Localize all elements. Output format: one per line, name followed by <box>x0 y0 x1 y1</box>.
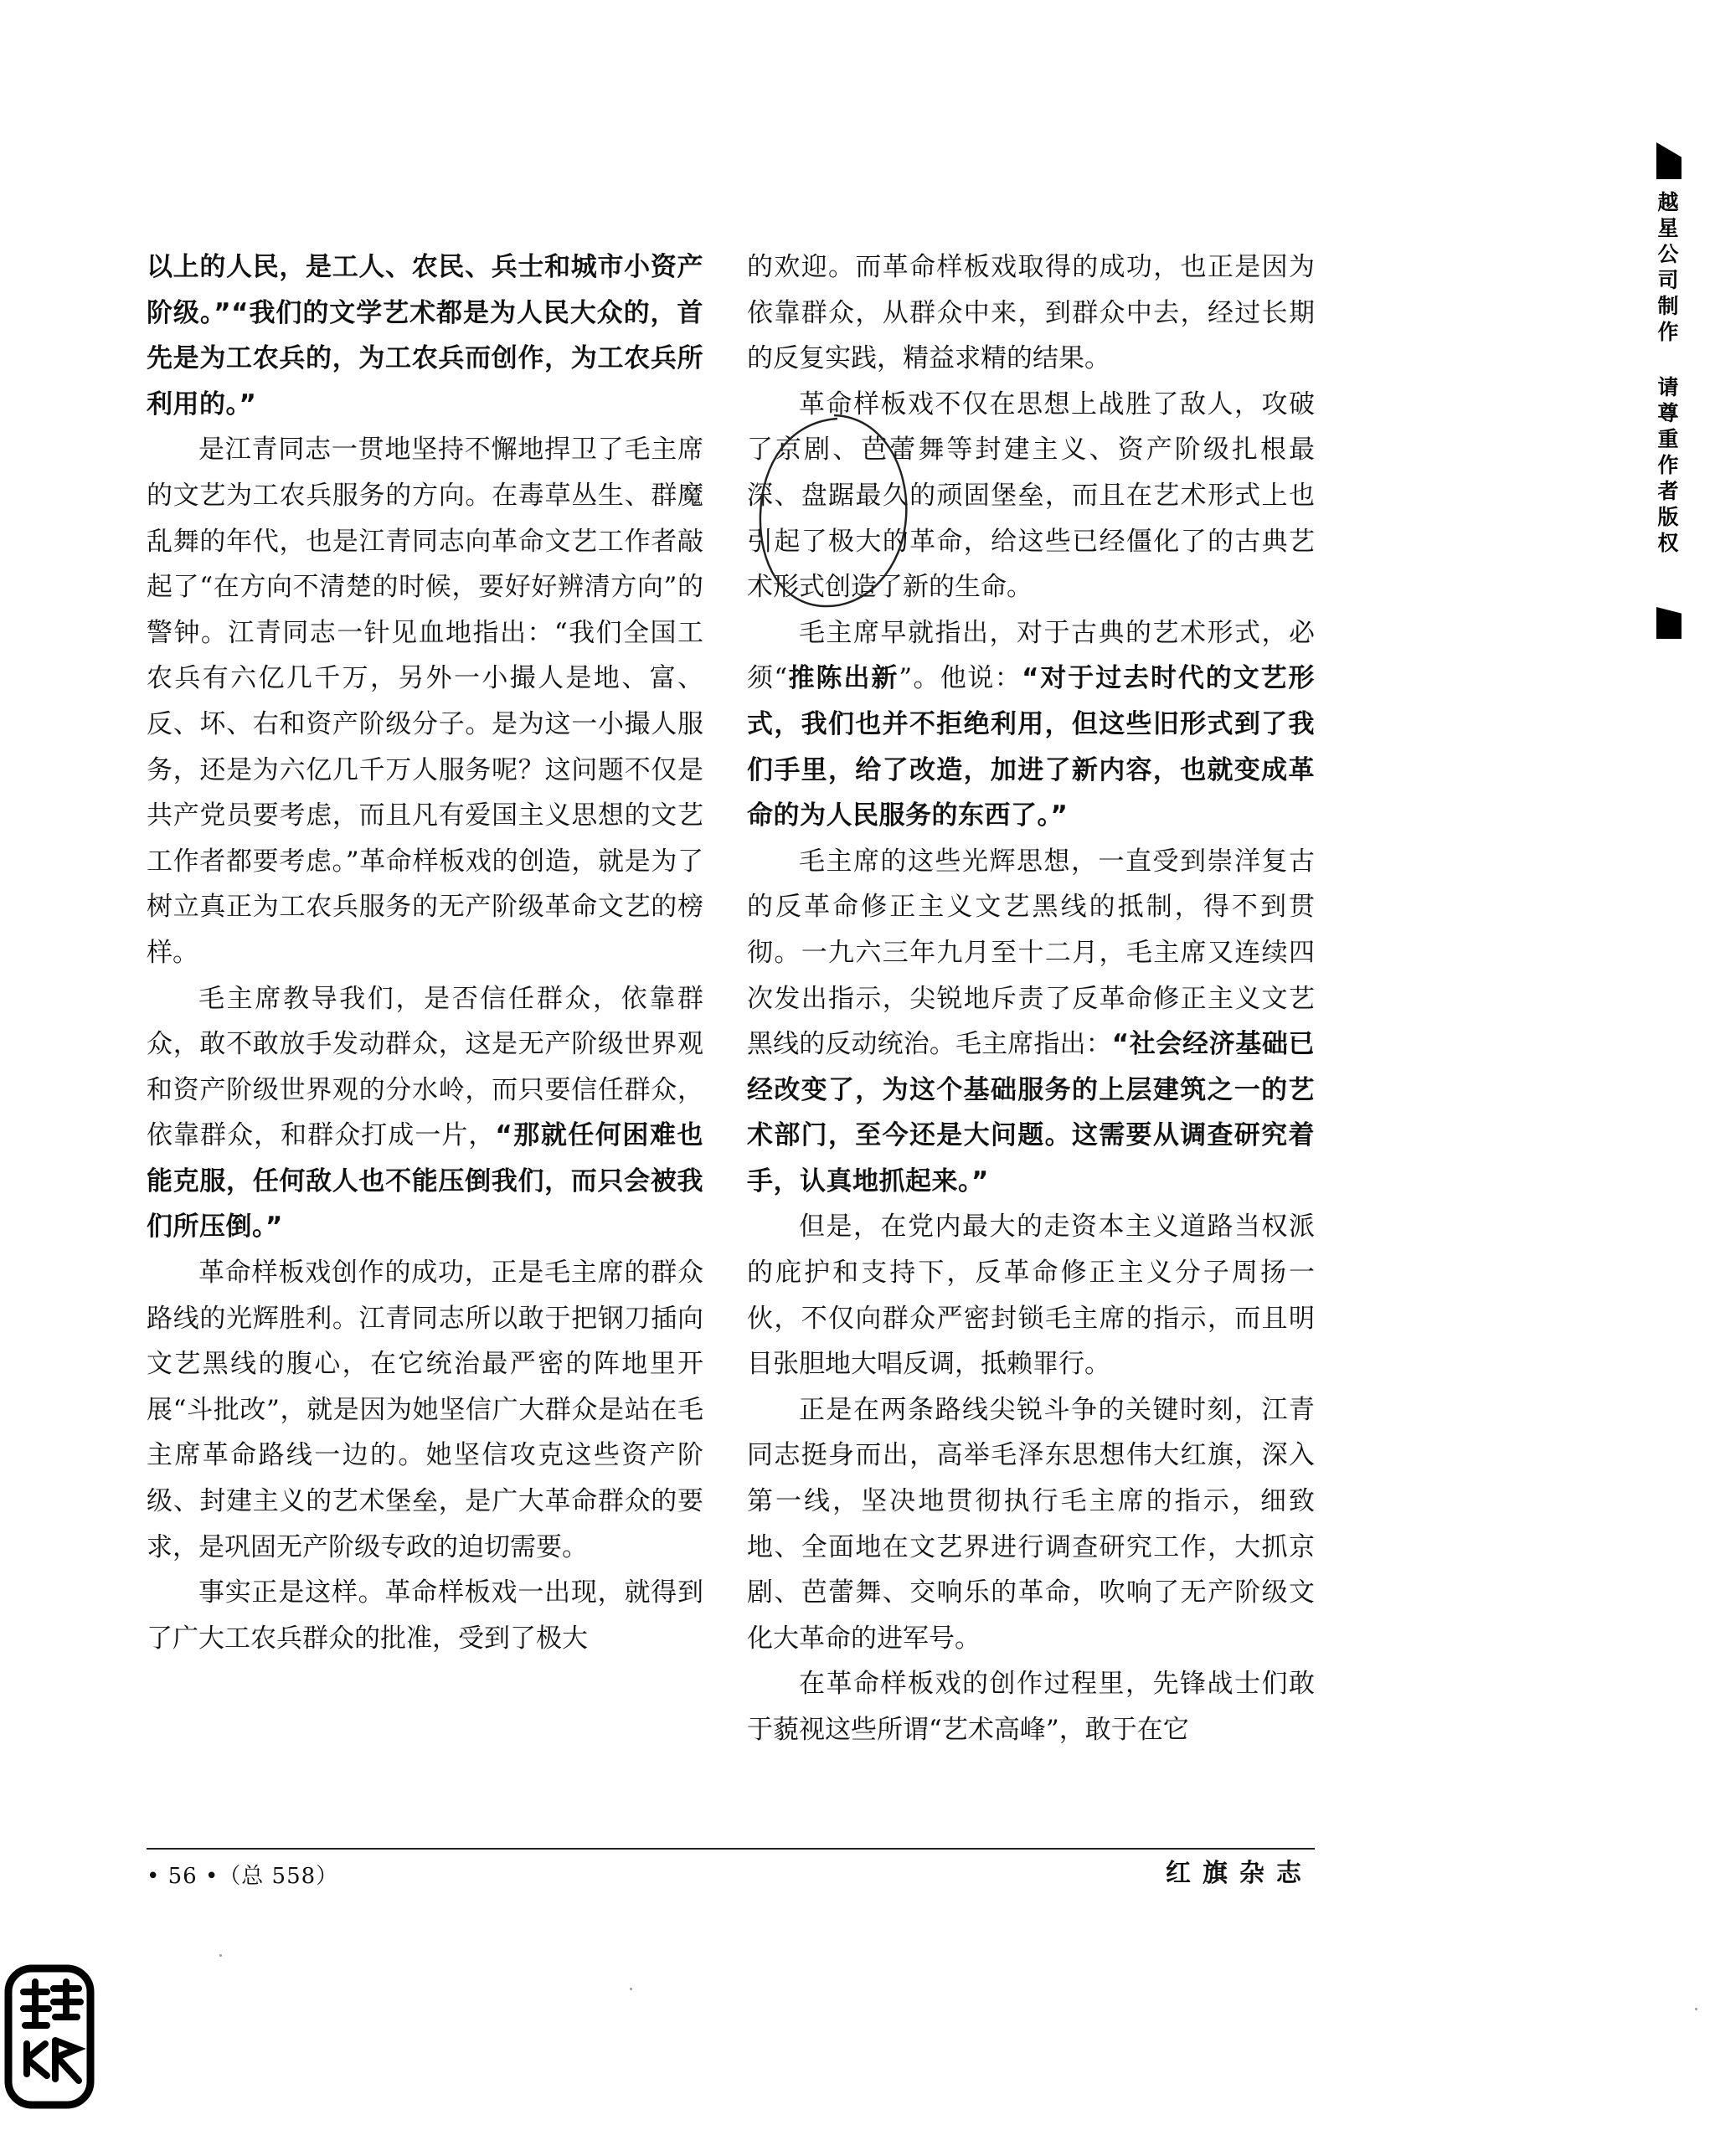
left-paragraph-5: 事实正是这样。革命样板戏一出现，就得到了广大工农兵群众的批准，受到了极大 <box>147 1577 703 1654</box>
side-watermark-text: 越星公司制作 请尊重作者版权 <box>1655 191 1679 558</box>
page-number: • 56 •（总 558） <box>147 1864 339 1889</box>
left-paragraph-3-quote: “那就任何困难也能克服，任何敌人也不能压倒我们，而只会被我们所压倒。” <box>147 1120 703 1243</box>
right-paragraph-3-lead: 毛主席早就指出，对于古典的艺术形式，必须“ <box>747 617 1315 694</box>
right-paragraph-4-quote: “社会经济基础已经改变了，为这个基础服务的上层建筑之一的艺术部门，至今还是大问题。这需要从调查研究着手，认真地抓起来。” <box>747 1029 1315 1196</box>
left-paragraph-3-lead: 毛主席教导我们，是否信任群众，依靠群众，敢不敢放手发动群众，这是无产阶级世界观和资产阶级世界观的分水岭，而只要信任群众，依靠群众，和群众打成一片， <box>147 983 703 1151</box>
left-paragraph-1: 以上的人民，是工人、农民、兵士和城市小资产阶级。”“我们的文学艺术都是为人民大众的，首先是为工农兵的，为工农兵而创作，为工农兵所利用的。” <box>147 252 703 419</box>
right-paragraph-4-lead: 毛主席的这些光辉思想，一直受到崇洋复古的反革命修正主义文艺黑线的抵制，得不到贯彻。一九六三年九月至十二月，毛主席又连续四次发出指示，尖锐地斥责了反革命修正主义文艺黑线的反动统治。毛主席指出： <box>747 846 1315 1060</box>
side-marker-top <box>1656 142 1682 179</box>
right-paragraph-5: 但是，在党内最大的走资本主义道路当权派的庇护和支持下，反革命修正主义分子周扬一伙，不仅向群众严密封锁毛主席的指示，而且明目张胆地大唱反调，抵赖罪行。 <box>747 1212 1315 1380</box>
right-paragraph-3-quote: “对于过去时代的文艺形式，我们也并不拒绝利用，但这些旧形式到了我们手里，给了改造，加进了新内容，也就变成革命的为人民服务的东西了。” <box>747 663 1316 831</box>
right-paragraph-3-term: 推陈出新 <box>787 663 899 694</box>
right-paragraph-3 <box>747 610 1315 839</box>
right-paragraph-6: 正是在两条路线尖锐斗争的关键时刻，江青同志挺身而出，高举毛泽东思想伟大红旗，深入第一线，坚决地贯彻执行毛主席的指示，细致地、全面地在文艺界进行调查研究工作，大抓京剧、芭蕾舞、交响乐的革命，吹响了无产阶级文化大革命的进军号。 <box>747 1394 1315 1654</box>
speck <box>219 1954 222 1957</box>
left-paragraph-2: 是江青同志一贯地坚持不懈地捍卫了毛主席的文艺为工农兵服务的方向。在毒草丛生、群魔乱舞的年代，也是江青同志向革命文艺工作者敲起了“在方向不清楚的时候，要好好辨清方向”的警钟。江青同志一针见血地指出：“我们全国工农兵有六亿几千万，另外一小撮人是地、富、反、坏、右和资产阶级分子。是为这一小撮人服务，还是为六亿几千万人服务呢？这问题不仅是共产党员要考虑，而且凡有爱国主义思想的文艺工作者都要考虑。”革命样板戏的创造，就是为了树立真正为工农兵服务的无产阶级革命文艺的榜样。 <box>147 435 703 968</box>
side-marker-bottom <box>1656 607 1682 639</box>
seal-stamp-icon <box>3 1963 95 2110</box>
left-paragraph-4: 革命样板戏创作的成功，正是毛主席的群众路线的光辉胜利。江青同志所以敢于把钢刀插向文艺黑线的腹心，在它统治最严密的阵地里开展“斗批改”，就是因为她坚信广大群众是站在毛主席革命路线一边的。她坚信攻克这些资产阶级、封建主义的艺术堡垒，是广大革命群众的要求，是巩固无产阶级专政的迫切需要。 <box>147 1258 703 1562</box>
left-column <box>147 244 703 1661</box>
left-paragraph-3 <box>147 976 703 1251</box>
speck <box>1695 2008 1697 2010</box>
footer-rule <box>147 1848 1315 1850</box>
right-paragraph-7: 在革命样板戏的创作过程里，先锋战士们敢于藐视这些所谓“艺术高峰”，敢于在它 <box>747 1669 1315 1745</box>
speck <box>630 1988 632 1990</box>
right-paragraph-3-mid: ”。他说： <box>899 663 1022 694</box>
hand-drawn-circle-mark <box>750 409 918 618</box>
journal-name: 红旗杂志 <box>1166 1859 1313 1888</box>
right-paragraph-4 <box>747 839 1315 1205</box>
right-paragraph-1: 的欢迎。而革命样板戏取得的成功，也正是因为依靠群众，从群众中来，到群众中去，经过长期的反复实践，精益求精的结果。 <box>747 252 1315 374</box>
right-paragraph-2: 革命样板戏不仅在思想上战胜了敌人，攻破了京剧、芭蕾舞等封建主义、资产阶级扎根最深、盘踞最久的顽固堡垒，而且在艺术形式上也引起了极大的革命，给这些已经僵化了的古典艺术形式创造了新的生命。 <box>747 388 1315 603</box>
